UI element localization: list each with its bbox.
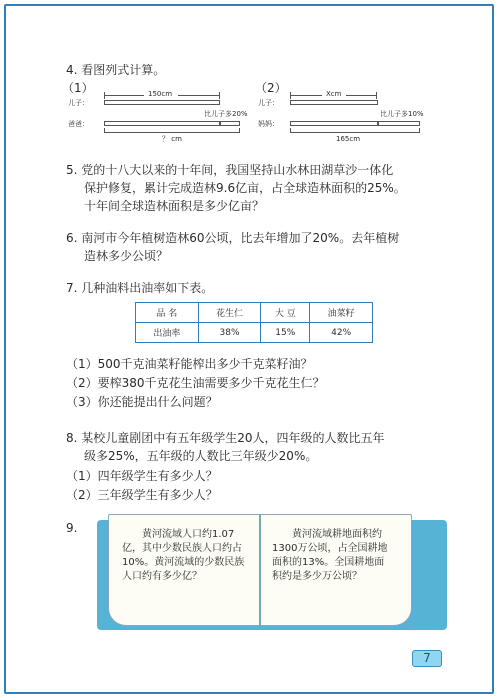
diff-note-1: 比儿子多20% — [204, 110, 248, 118]
book-left-text: 黄河流域人口约1.07亿，其中少数民族人口约占10%。黄河流域的少数民族人口约有多少亿？ — [122, 529, 245, 582]
diff-note-2: 比儿子多10% — [380, 110, 424, 118]
son-length-label-1: 150cm — [148, 90, 173, 98]
dad-length-label: ？ cm — [162, 135, 182, 143]
page-number: 7 — [412, 650, 442, 667]
table-row — [136, 323, 373, 343]
q5-line1: 5. 党的十八大以来的十年间，我国坚持山水林田湖草沙一体化 — [66, 163, 394, 177]
mom-total-brace — [290, 128, 420, 133]
tick — [376, 92, 377, 99]
measure-line — [346, 95, 376, 96]
measure-line — [290, 95, 322, 96]
mom-bar-main — [290, 121, 378, 126]
q9-number: 9. — [66, 521, 78, 535]
dad-bar-extra — [220, 121, 240, 126]
q5-line3: 十年间全球造林面积是多少亿亩？ — [84, 199, 265, 213]
measure-line — [104, 95, 144, 96]
oil-yield-table — [135, 302, 373, 343]
tick — [104, 92, 105, 99]
q8-line1: 8. 某校儿童剧团中有五年级学生20人，四年级的人数比五年 — [66, 431, 385, 445]
table-header-cell: 大 豆 — [261, 303, 310, 323]
q6-line2: 造林多少公顷？ — [84, 249, 169, 263]
table-cell: 15% — [261, 323, 310, 343]
dad-bar-main — [104, 121, 220, 126]
q8-sub1: （1）四年级学生有多少人？ — [66, 469, 218, 483]
son-label-2: 儿子： — [258, 99, 279, 107]
q4-part2-label: （2） — [255, 81, 287, 95]
q7-sub2: （2）要榨380千克花生油需要多少千克花生仁？ — [66, 376, 325, 390]
dad-total-brace — [104, 128, 240, 133]
table-cell: 42% — [310, 323, 373, 343]
measure-line — [178, 95, 220, 96]
mom-bar-extra — [378, 121, 420, 126]
q6-line1: 6. 南河市今年植树造林60公顷，比去年增加了20%。去年植树 — [66, 231, 400, 245]
q8-sub2: （2）三年级学生有多少人？ — [66, 488, 218, 502]
table-header-cell: 油菜籽 — [310, 303, 373, 323]
son-length-label-2: Xcm — [326, 90, 342, 98]
q7-sub3: （3）你还能提出什么问题？ — [66, 395, 218, 409]
tick — [290, 92, 291, 99]
q7-sub1: （1）500千克油菜籽能榨出多少千克菜籽油？ — [66, 357, 313, 371]
table-cell: 38% — [198, 323, 261, 343]
table-header-row — [136, 303, 373, 323]
tick — [219, 92, 220, 99]
dad-label: 爸爸： — [68, 120, 89, 128]
son-bar-1 — [104, 100, 220, 105]
q8-line2: 级多25%，五年级的人数比三年级少20%。 — [84, 449, 318, 463]
table-header-cell: 品 名 — [136, 303, 199, 323]
table-cell: 出油率 — [136, 323, 199, 343]
q4-part1-label: （1） — [62, 81, 94, 95]
q4-title: 4. 看图列式计算。 — [66, 63, 166, 77]
son-label-1: 儿子： — [68, 99, 89, 107]
mom-label: 妈妈： — [258, 120, 279, 128]
table-header-cell: 花生仁 — [198, 303, 261, 323]
q5-line2: 保护修复，累计完成造林9.6亿亩，占全球造林面积的25%。 — [84, 181, 406, 195]
son-bar-2 — [290, 100, 378, 105]
mom-length-label: 165cm — [336, 135, 361, 143]
book-spine — [259, 514, 261, 628]
q7-title: 7. 几种油料出油率如下表。 — [66, 281, 214, 295]
book-right-text: 黄河流域耕地面积约1300万公顷，占全国耕地面积的13%。全国耕地面积约是多少万公顷？ — [272, 529, 388, 582]
